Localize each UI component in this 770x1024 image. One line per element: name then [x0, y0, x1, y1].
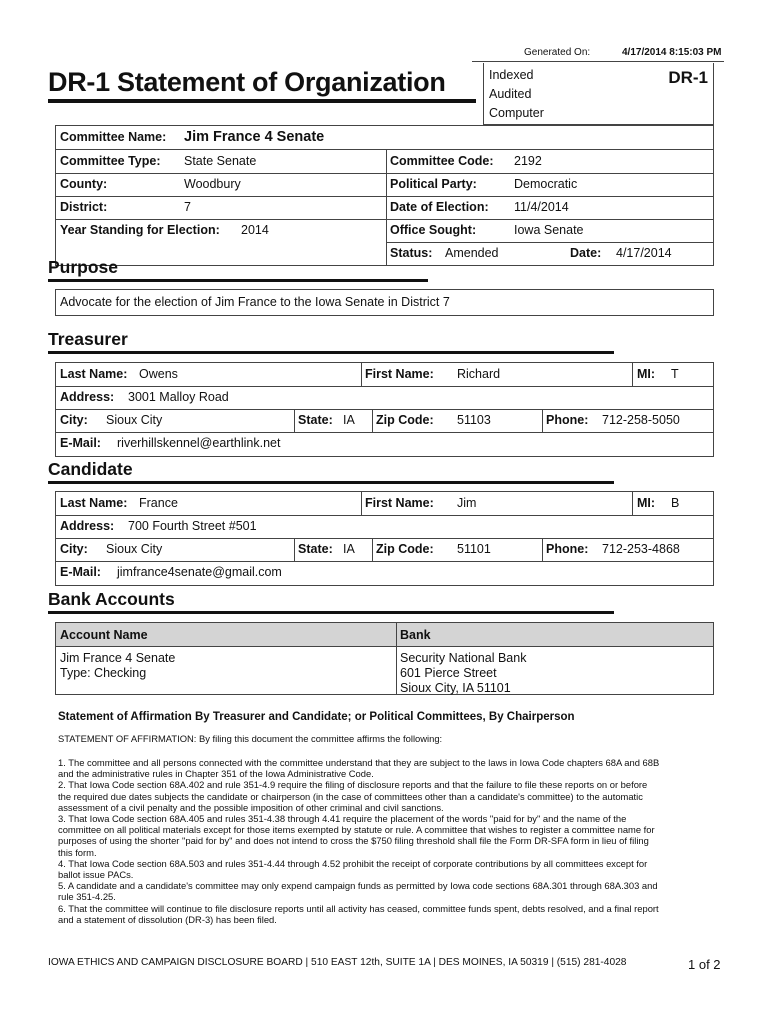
- district-value: 7: [184, 200, 191, 214]
- affirmation-line: 1. The committee and all persons connected with the committee understand that they are subject to the laws in Iowa Code chapters 68A and 68B: [58, 757, 660, 768]
- account-name-line: Jim France 4 Senate: [60, 651, 176, 665]
- committee-code-label: Committee Code:: [390, 154, 494, 168]
- candidate-mi-value: B: [671, 496, 680, 510]
- treasurer-first-name-label: First Name:: [365, 367, 434, 381]
- candidate-underline: [48, 481, 614, 484]
- candidate-state-label: State:: [298, 542, 333, 556]
- bank-table-header: [56, 623, 713, 646]
- treasurer-phone-value: 712-258-5050: [602, 413, 680, 427]
- account-name-cell: [60, 651, 175, 681]
- bank-cell: [400, 651, 526, 696]
- year-standing-label: Year Standing for Election:: [60, 223, 220, 237]
- affirmation-line: and a statement of dissolution (DR-3) has been filed.: [58, 913, 277, 925]
- year-standing-value: 2014: [241, 223, 269, 237]
- purpose-box: [55, 289, 714, 316]
- affirmation-line: the required due dates subjects the candidate or chairperson (in the case of committees other than a candidate's committee) to the automatic: [58, 790, 643, 802]
- account-name-column-header: Account Name: [60, 628, 148, 642]
- status-date-label: Date:: [570, 246, 602, 260]
- treasurer-state-label: State:: [298, 413, 333, 427]
- candidate-city-label: City:: [60, 542, 88, 556]
- candidate-box: [55, 491, 714, 586]
- committee-type-value: State Senate: [184, 154, 257, 168]
- election-date-value: 11/4/2014: [514, 200, 569, 214]
- page-number: 1 of 2: [688, 957, 721, 972]
- treasurer-mi-label: MI:: [637, 367, 656, 381]
- candidate-state-value: IA: [343, 542, 355, 556]
- candidate-email-label: E-Mail:: [60, 565, 101, 579]
- treasurer-city-value: Sioux City: [106, 413, 163, 427]
- treasurer-phone-label: Phone:: [546, 413, 589, 427]
- bank-accounts-underline: [48, 611, 614, 614]
- treasurer-last-name-label: Last Name:: [60, 367, 128, 381]
- title-underline: [48, 99, 476, 103]
- affirmation-intro: STATEMENT OF AFFIRMATION: By filing this document the committee affirms the following:: [58, 733, 443, 744]
- generated-on-value: 4/17/2014 8:15:03 PM: [622, 47, 722, 58]
- status-date-value: 4/17/2014: [616, 246, 672, 260]
- computer-label: Computer: [489, 106, 544, 120]
- status-label: Status:: [390, 246, 433, 260]
- bank-city-line: Sioux City, IA 51101: [400, 681, 511, 695]
- candidate-last-name-value: France: [139, 496, 178, 510]
- audited-label: Audited: [489, 87, 532, 101]
- affirmation-line: purposes of using the shorter "paid for by" and does not intend to cross the $750 filing threshold shall file the Form DR-SFA form in lieu of filing: [58, 835, 649, 847]
- affirmation-line: 6. That the committee will continue to file disclosure reports until all activity has ceased, committee funds spent, debts resolved, and a final report: [58, 902, 659, 914]
- treasurer-box: [55, 362, 714, 457]
- treasurer-zip-label: Zip Code:: [376, 413, 434, 427]
- status-value: Amended: [445, 246, 499, 260]
- candidate-email-value: jimfrance4senate@gmail.com: [117, 565, 282, 579]
- treasurer-heading: Treasurer: [48, 329, 128, 349]
- affirmation-line: this form.: [58, 846, 97, 858]
- affirmation-line: assessment of a civil penalty and the possible imposition of other criminal and civil sanctions.: [58, 801, 444, 813]
- election-date-label: Date of Election:: [390, 200, 489, 214]
- treasurer-underline: [48, 351, 614, 354]
- affirmation-line: 2. That Iowa Code section 68A.402 and rule 351-4.9 require the filing of disclosure reports and that the failure to file these reports on or before: [58, 779, 648, 791]
- district-label: District:: [60, 200, 108, 214]
- affirmation-line: committee on all political materials except for those items exempted by statute or rule. A committee that wishes to register a committee name for: [58, 824, 655, 836]
- purpose-heading: Purpose: [48, 257, 119, 277]
- account-type-line: Type: Checking: [60, 666, 147, 680]
- treasurer-email-label: E-Mail:: [60, 436, 101, 450]
- committee-type-label: Committee Type:: [60, 154, 161, 168]
- candidate-phone-label: Phone:: [546, 542, 589, 556]
- county-value: Woodbury: [184, 177, 241, 191]
- treasurer-first-name-value: Richard: [457, 367, 501, 381]
- treasurer-address-label: Address:: [60, 390, 115, 404]
- affirmation-line: rule 351-4.25.: [58, 891, 116, 903]
- treasurer-email-value: riverhillskennel@earthlink.net: [117, 436, 281, 450]
- affirmation-line: 5. A candidate and a candidate's committee may only expend campaign funds as permitted by Iowa code sections 68A.301 through 68A.303 and: [58, 880, 658, 892]
- candidate-phone-value: 712-253-4868: [602, 542, 680, 556]
- treasurer-address-value: 3001 Malloy Road: [128, 390, 229, 404]
- candidate-first-name-label: First Name:: [365, 496, 434, 510]
- page-title: DR-1 Statement of Organization: [48, 67, 446, 97]
- affirmation-line: ballot issue PACs.: [58, 869, 134, 881]
- treasurer-city-label: City:: [60, 413, 88, 427]
- bank-name-line: Security National Bank: [400, 651, 527, 665]
- committee-info-box: [55, 125, 714, 266]
- political-party-value: Democratic: [514, 177, 578, 191]
- committee-code-value: 2192: [514, 154, 542, 168]
- affirmation-line: and the administrative rules in Chapter 351 of the Iowa Administrative Code.: [58, 768, 374, 780]
- candidate-mi-label: MI:: [637, 496, 656, 510]
- candidate-zip-value: 51101: [457, 542, 491, 556]
- purpose-text: Advocate for the election of Jim France to the Iowa Senate in District 7: [60, 295, 450, 309]
- bank-accounts-table: [55, 622, 714, 695]
- generated-on-label: Generated On:: [524, 47, 591, 58]
- bank-street-line: 601 Pierce Street: [400, 666, 497, 680]
- affirmation-heading: Statement of Affirmation By Treasurer and Candidate; or Political Committees, By Chairperson: [58, 711, 575, 723]
- purpose-underline: [48, 279, 428, 282]
- committee-name-label: Committee Name:: [60, 130, 167, 144]
- candidate-address-label: Address:: [60, 519, 115, 533]
- affirmation-line: 4. That Iowa Code section 68A.503 and rules 351-4.44 through 4.52 prohibit the receipt of corporate contributions by all committees except for: [58, 857, 648, 869]
- candidate-last-name-label: Last Name:: [60, 496, 128, 510]
- affirmation-line: 3. That Iowa Code section 68A.405 and rules 351-4.38 through 4.41 require the placement of the words "paid for by" and the name of the: [58, 813, 627, 825]
- political-party-label: Political Party:: [390, 177, 477, 191]
- candidate-heading: Candidate: [48, 459, 133, 479]
- candidate-first-name-value: Jim: [457, 496, 477, 510]
- candidate-city-value: Sioux City: [106, 542, 163, 556]
- form-code: DR-1: [668, 68, 708, 87]
- bank-column-header: Bank: [400, 628, 431, 642]
- committee-name-value: Jim France 4 Senate: [184, 129, 325, 145]
- treasurer-mi-value: T: [671, 367, 679, 381]
- footer-address: IOWA ETHICS AND CAMPAIGN DISCLOSURE BOARD | 510 EAST 12th, SUITE 1A | DES MOINES, IA 50319 | (515) 281-4028: [48, 957, 627, 968]
- office-sought-value: Iowa Senate: [514, 223, 584, 237]
- county-label: County:: [60, 177, 108, 191]
- indexed-label: Indexed: [489, 68, 534, 82]
- treasurer-zip-value: 51103: [457, 413, 491, 427]
- candidate-zip-label: Zip Code:: [376, 542, 434, 556]
- treasurer-state-value: IA: [343, 413, 355, 427]
- office-sought-label: Office Sought:: [390, 223, 477, 237]
- filing-status-box: [483, 63, 714, 125]
- bank-accounts-heading: Bank Accounts: [48, 589, 175, 609]
- candidate-address-value: 700 Fourth Street #501: [128, 519, 257, 533]
- treasurer-last-name-value: Owens: [139, 367, 178, 381]
- affirmation-body: [58, 757, 718, 925]
- header-rule: [472, 61, 724, 62]
